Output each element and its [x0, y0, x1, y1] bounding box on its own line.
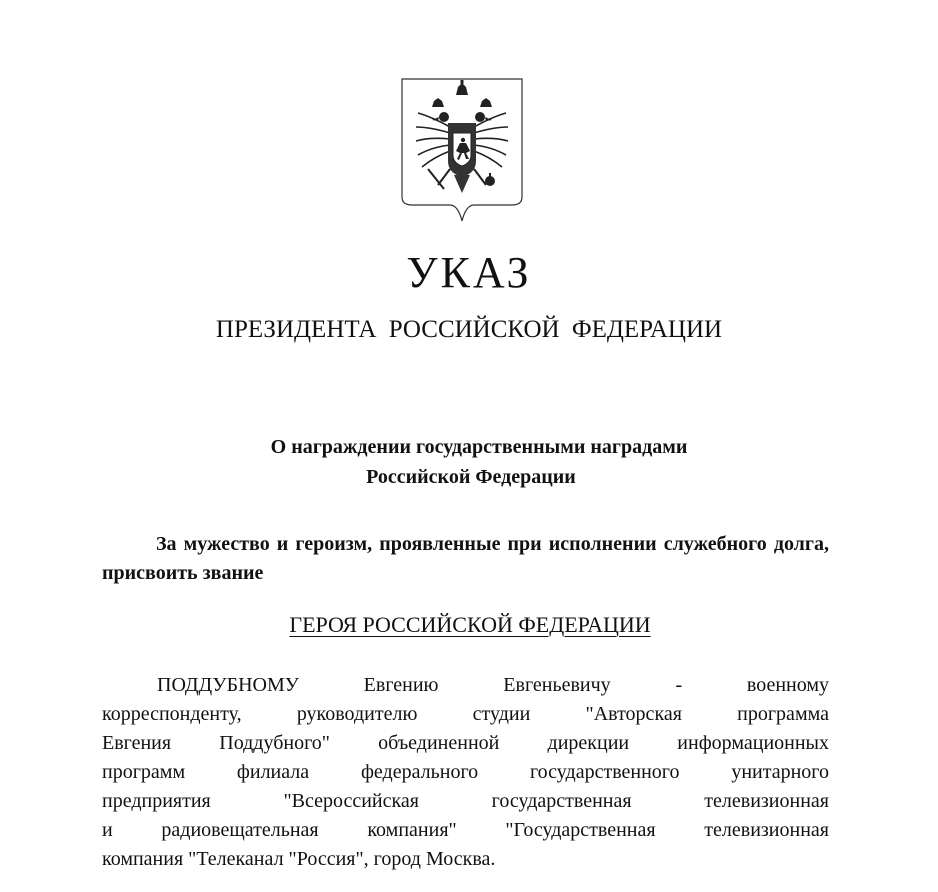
- awardee-line: предприятия "Всероссийская государственная телевизионная: [102, 790, 829, 812]
- heading-line: Российской Федерации: [366, 466, 576, 488]
- decree-heading: [0, 432, 938, 492]
- award-rank-text: ГЕРОЯ РОССИЙСКОЙ ФЕДЕРАЦИИ: [289, 612, 651, 637]
- decree-subtitle: ПРЕЗИДЕНТА РОССИЙСКОЙ ФЕДЕРАЦИИ: [215, 316, 723, 343]
- coat-of-arms-emblem: [400, 77, 524, 223]
- awardee-line: программ филиала федерального государственного унитарного: [102, 761, 829, 783]
- awardee-line: компания "Телеканал "Россия", город Москва.: [102, 848, 496, 870]
- decree-title: УКАЗ: [406, 248, 532, 297]
- awardee-paragraph: [102, 671, 829, 874]
- decree-intro-paragraph: За мужество и героизм, проявленные при исполнении служебного долга, присвоить звание: [102, 533, 829, 584]
- award-rank: [0, 610, 938, 640]
- heading-line: О награждении государственными наградами: [270, 436, 688, 458]
- awardee-line: и радиовещательная компания" "Государственная телевизионная: [102, 819, 829, 841]
- awardee-line: Евгения Поддубного" объединенной дирекции информационных: [102, 732, 829, 754]
- awardee-line: корреспонденту, руководителю студии "Авторская программа: [102, 703, 829, 725]
- awardee-line: ПОДДУБНОМУ Евгению Евгеньевичу - военному: [157, 674, 829, 696]
